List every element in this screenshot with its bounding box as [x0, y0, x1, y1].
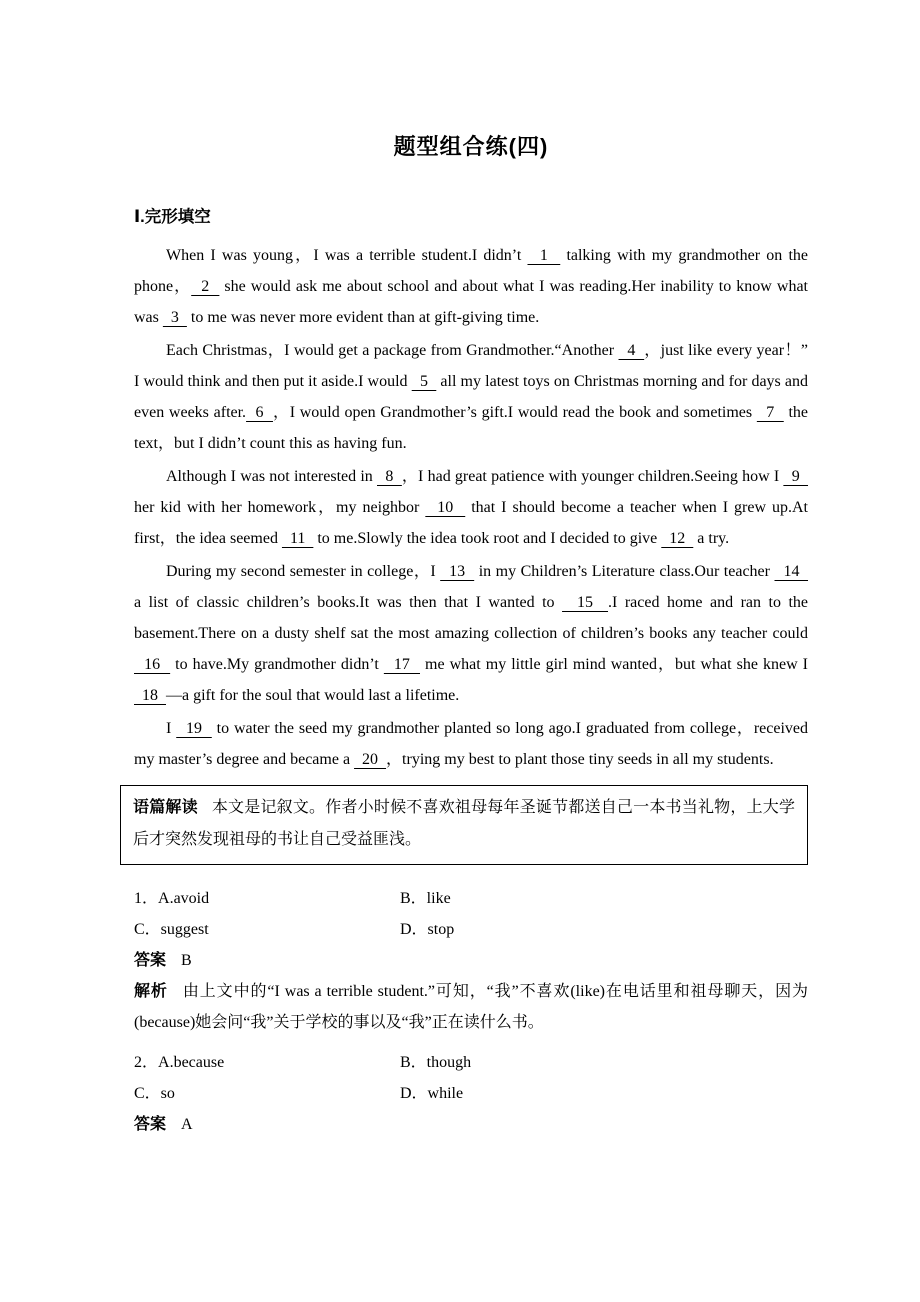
- question-2-answer: A: [181, 1116, 193, 1133]
- cloze-blank-11: 11: [281, 530, 314, 547]
- cloze-blank-6: 6: [246, 404, 273, 421]
- cloze-blank-13: 13: [440, 563, 475, 580]
- question-1-option-a-text: A.avoid: [158, 890, 210, 907]
- page-title: 题型组合练(四): [393, 134, 549, 159]
- analysis-label: 解析: [134, 983, 168, 1000]
- question-2-option-d: D．while: [400, 1085, 464, 1102]
- question-2-option-b: B．though: [400, 1054, 472, 1071]
- cloze-blank-17: 17: [383, 656, 420, 673]
- cloze-blank-15: 15: [562, 594, 609, 611]
- passage-paragraph: Although I was not interested in 8 ，I had great patience with younger children.Seeing how I 9 her kid with her homework，my neighbor 10 that I should become a teacher when I grew up.At first，the idea seemed 11 to me.Slowly the idea took root and I decided to give 12 a try.: [134, 468, 809, 547]
- cloze-blank-5: 5: [411, 373, 437, 390]
- questions-section: [134, 883, 808, 1140]
- summary-box: [120, 785, 808, 865]
- question-2-option-a: [134, 1047, 400, 1078]
- question-1-option-row-ab: [134, 883, 808, 914]
- question-1-option-row-cd: [134, 914, 808, 945]
- cloze-blank-12: 12: [661, 530, 694, 547]
- cloze-blank-9: 9: [783, 468, 809, 485]
- question-1-option-d: D．stop: [400, 921, 455, 938]
- passage-paragraph: During my second semester in college，I 13 in my Children’s Literature class.Our teacher 14 a list of classic children’s books.It was then that I wanted to 15 .I raced home and ran to the basement.There on a dusty shelf sat the most amazing collection of children’s books any teacher could 16 to have.My grandmother didn’t 17 me what my little girl mind wanted，but what she knew I 18 —a gift for the soul that would last a lifetime.: [134, 563, 809, 704]
- question-2-option-row-ab: [134, 1047, 808, 1078]
- cloze-blank-18: 18: [134, 687, 166, 704]
- question-2: [134, 1047, 808, 1140]
- cloze-blank-10: 10: [425, 499, 466, 516]
- question-1-answer: B: [181, 952, 192, 969]
- cloze-blank-8: 8: [377, 468, 402, 485]
- cloze-blank-3: 3: [162, 309, 187, 326]
- summary-box-label: 语篇解读: [133, 799, 198, 816]
- cloze-passage: [134, 240, 808, 775]
- question-2-option-c: C．so: [134, 1085, 175, 1102]
- question-1: [134, 883, 808, 1038]
- cloze-blank-20: 20: [354, 751, 387, 768]
- passage-paragraph: When I was young，I was a terrible student.I didn’t 1 talking with my grandmother on the phone， 2 she would ask me about school and about what I was reading.Her inability to know what was 3 to me was never more evident than at gift-giving time.: [134, 247, 809, 326]
- cloze-blank-2: 2: [191, 278, 220, 295]
- question-1-analysis: 由上文中的“I was a terrible student.”可知，“我”不喜欢(like)在电话里和祖母聊天，因为(because)她会问“我”关于学校的事以及“我”正在读什么书。: [134, 983, 808, 1031]
- summary-box-text: 本文是记叙文。作者小时候不喜欢祖母每年圣诞节都送自己一本书当礼物，上大学后才突然发现祖母的书让自己受益匪浅。: [133, 799, 795, 848]
- cloze-blank-4: 4: [618, 342, 645, 359]
- question-1-option-b: B．like: [400, 890, 451, 907]
- answer-label: 答案: [134, 1116, 167, 1133]
- question-1-analysis-line: [134, 976, 808, 1038]
- answer-label: 答案: [134, 952, 167, 969]
- question-1-option-c: C．suggest: [134, 921, 209, 938]
- question-1-answer-line: [134, 945, 808, 976]
- section-heading-cloze: Ⅰ.完形填空: [134, 208, 211, 226]
- passage-paragraph: I 19 to water the seed my grandmother planted so long ago.I graduated from college，received my master’s degree and became a 20 ，trying my best to plant those tiny seeds in all my students.: [134, 720, 809, 768]
- question-1-option-a: [134, 883, 400, 914]
- question-2-answer-line: [134, 1109, 808, 1140]
- cloze-blank-1: 1: [527, 247, 561, 264]
- cloze-blank-19: 19: [176, 720, 212, 737]
- passage-paragraph: Each Christmas，I would get a package from Grandmother.“Another 4 ，just like every year！” I would think and then put it aside.I would 5 all my latest toys on Christmas morning and for days and even weeks after. 6 ，I would open Grandmother’s gift.I would read the book and sometimes 7 the text，but I didn’t count this as having fun.: [134, 342, 809, 452]
- question-2-option-a-text: A.because: [158, 1054, 225, 1071]
- question-1-number: 1．: [134, 890, 159, 907]
- question-2-number: 2．: [134, 1054, 159, 1071]
- cloze-blank-14: 14: [774, 563, 809, 580]
- question-2-option-row-cd: [134, 1078, 808, 1109]
- cloze-blank-16: 16: [134, 656, 171, 673]
- cloze-blank-7: 7: [756, 404, 784, 421]
